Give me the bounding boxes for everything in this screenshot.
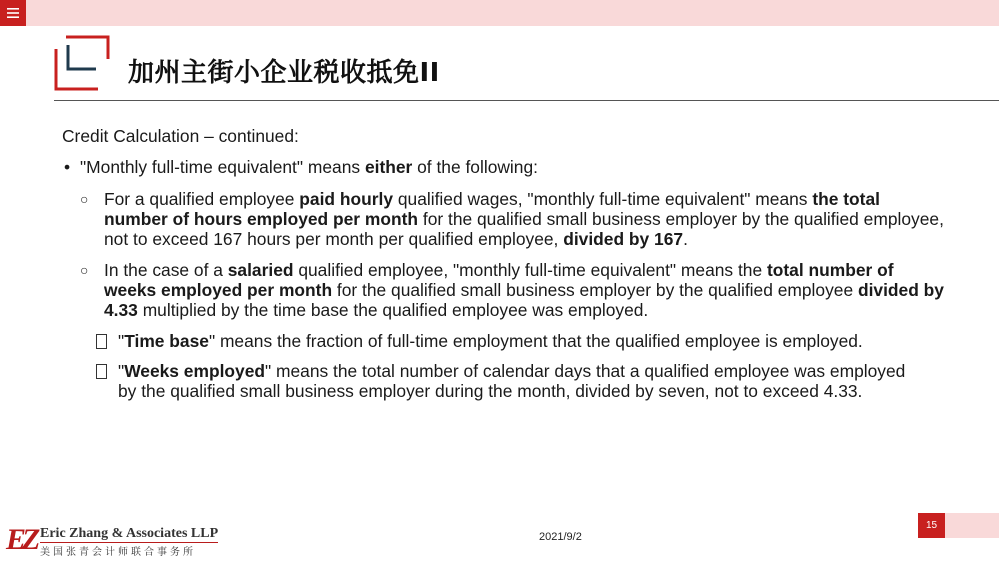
bullet-dot: •: [64, 157, 71, 177]
definition-text: "Time base" means the fraction of full-time employment that the qualified employee is employed.: [118, 331, 863, 351]
firm-name: Eric Zhang & Associates LLP: [40, 526, 219, 541]
section-heading: Credit Calculation – continued:: [62, 126, 299, 146]
firm-logo: [6, 524, 236, 556]
hamburger-menu-icon: [7, 8, 19, 18]
ez-monogram: EZ: [6, 523, 37, 556]
definition-text: "Weeks employed" means the total number of calendar days that a qualified employee was employed by the qualified small business employer during the month, divided by seven, not to exceed 4.33.: [118, 361, 906, 401]
page-number: 15: [918, 513, 945, 538]
sub-item-text: For a qualified employee paid hourly qualified wages, "monthly full-time equivalent" means the total number of hours employed per month for the qualified small business employer by the qualified employee, not to exceed 167 hours per month per qualified employee, divided by 167.: [104, 189, 944, 249]
page-number-bar: [944, 513, 999, 538]
top-bar: [0, 0, 999, 26]
sub-item-text: In the case of a salaried qualified employee, "monthly full-time equivalent" means the total number of weeks employed per month for the qualified small business employer by the qualified employee divided by 4.33 multiplied by the time base the qualified employee was employed.: [104, 260, 944, 320]
menu-button[interactable]: [0, 0, 26, 26]
square-bullet-icon: [96, 334, 107, 349]
bracket-logo-icon: [52, 33, 112, 93]
square-bullet-icon: [96, 364, 107, 379]
firm-name-chinese: 美国张青会计师联合事务所: [40, 547, 196, 558]
circle-bullet-icon: ○: [80, 262, 89, 278]
bullet-text: "Monthly full-time equivalent" means either of the following:: [80, 157, 538, 177]
slide-title: 加州主街小企业税收抵免II: [128, 58, 440, 88]
title-divider: [54, 100, 999, 101]
circle-bullet-icon: ○: [80, 191, 89, 207]
slide-date: 2021/9/2: [539, 531, 582, 543]
